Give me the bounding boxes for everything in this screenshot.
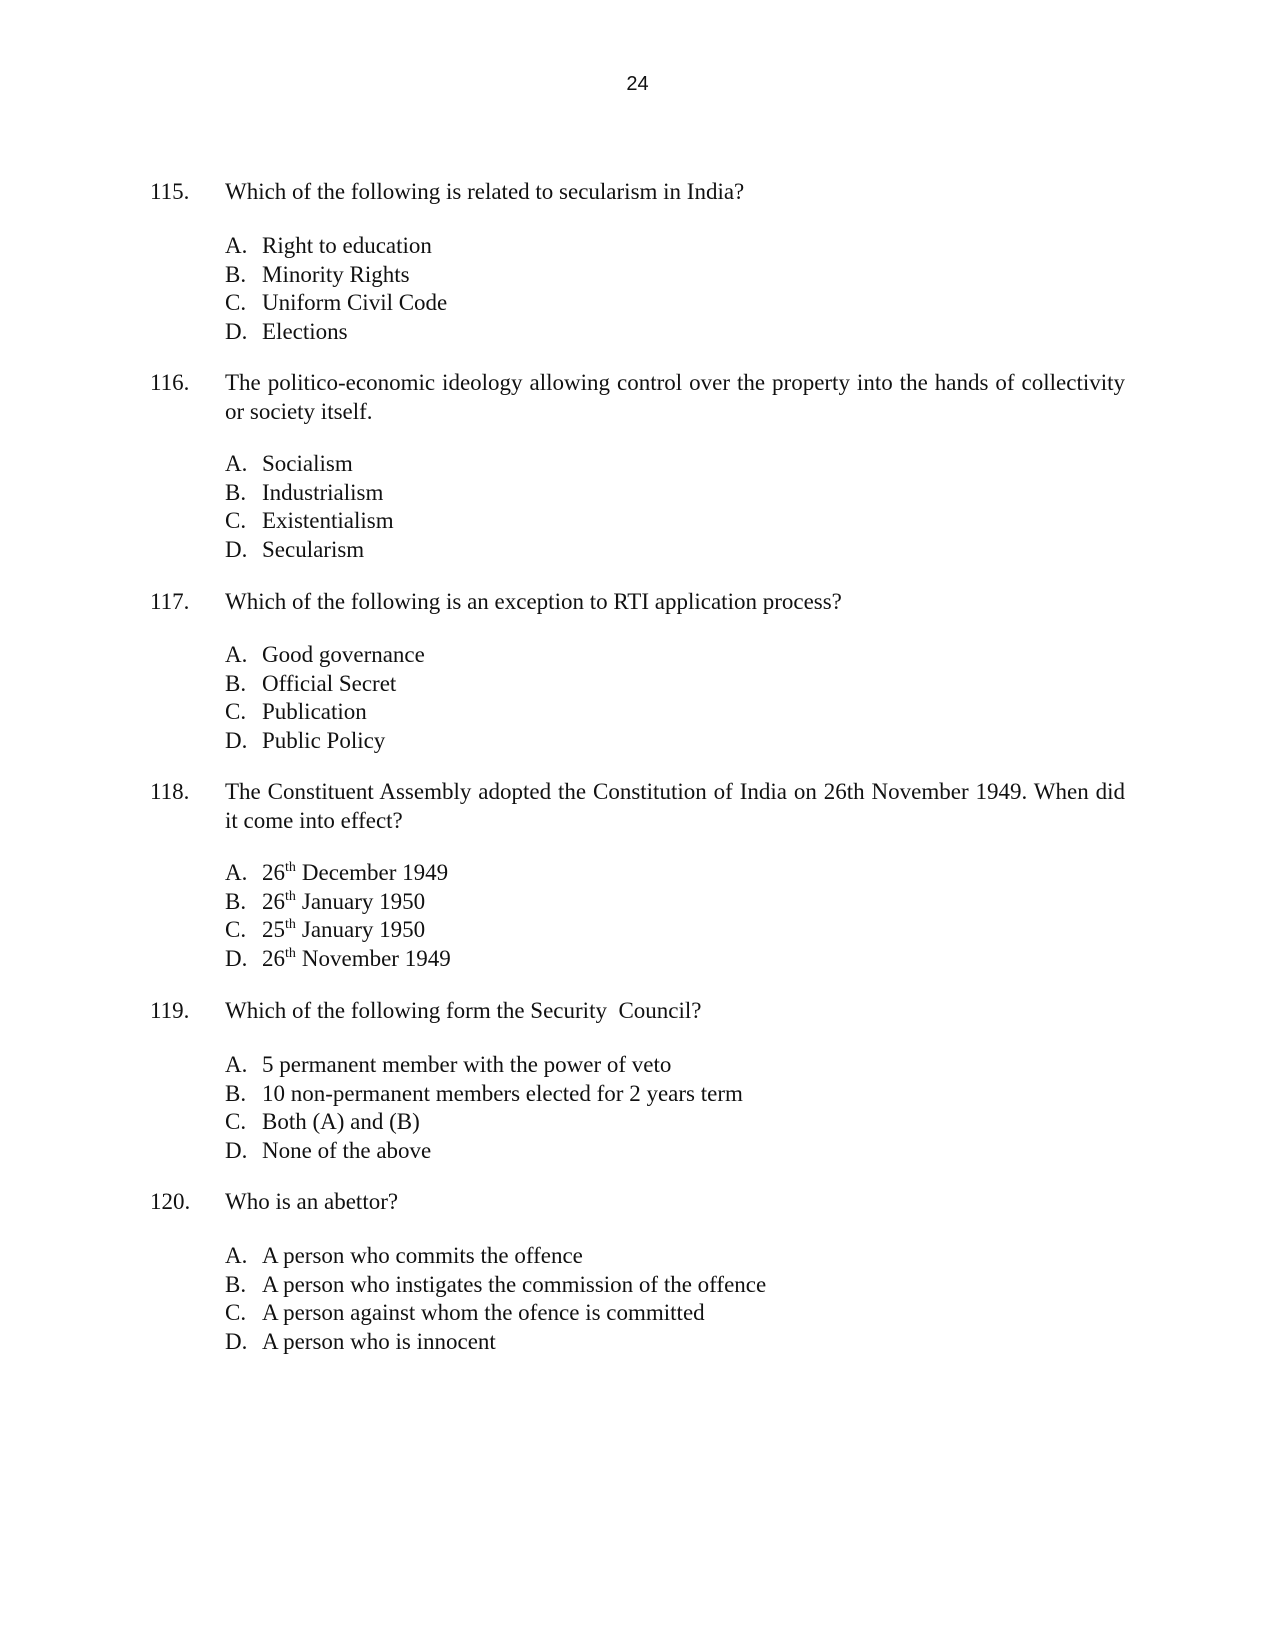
question-number: 119. [150,998,190,1023]
option-c [225,916,451,945]
question-number: 117. [150,589,190,614]
option-text: Official Secret [262,670,397,696]
option-letter: C. [225,917,247,942]
options-list [225,859,451,973]
option-text: January 1950 [301,917,426,942]
option-text: A person who is innocent [262,1328,496,1354]
option-letter: C. [225,508,247,533]
question-text: The Constituent Assembly adopted the Constitution of India on 26th November 1949. When did it come into effect? [225,779,1125,833]
option-letter: A. [225,1243,248,1268]
option-b [225,888,451,917]
option-letter: D. [225,536,248,562]
question-text: Which of the following is an exception to RTI application process? [225,589,842,614]
question-number: 118. [150,779,190,804]
option-a [225,232,447,261]
option-text: Secularism [262,536,365,562]
option-a [225,1242,766,1271]
option-letter: C. [225,699,247,724]
option-text: Elections [262,318,348,344]
option-text: Both (A) and (B) [262,1109,420,1134]
option-text: Industrialism [262,479,384,505]
option-letter: A. [225,233,248,258]
page-number: 24 [626,73,649,95]
option-a [225,859,451,888]
option-day: 26 [262,945,285,971]
option-text: 10 non-permanent members elected for 2 years term [262,1080,743,1106]
option-day: 26 [262,860,285,885]
option-b [225,479,394,508]
option-letter: A. [225,860,248,885]
option-text: Publication [262,699,367,724]
ordinal-suffix: th [285,888,296,904]
option-text: Minority Rights [262,261,410,287]
option-letter: B. [225,1271,247,1297]
option-text: December 1949 [301,860,449,885]
ordinal-suffix: th [285,917,296,932]
option-letter: B. [225,670,247,696]
option-c [225,1108,743,1137]
option-letter: D. [225,1328,248,1354]
option-b [225,670,425,699]
option-a [225,1051,743,1080]
option-text: Existentialism [262,508,394,533]
option-a [225,450,394,479]
option-c [225,698,425,727]
option-letter: C. [225,1109,247,1134]
option-day: 25 [262,917,285,942]
option-letter: C. [225,1300,247,1325]
options-list [225,450,394,564]
options-list [225,1242,766,1356]
option-text: Public Policy [262,727,386,753]
option-d [225,945,451,974]
option-text: A person who instigates the commission of the offence [262,1271,767,1297]
option-text: A person who commits the offence [262,1243,583,1268]
option-text: Good governance [262,642,425,667]
option-letter: B. [225,1080,247,1106]
option-letter: B. [225,888,247,914]
option-letter: A. [225,1052,248,1077]
option-text: Right to education [262,233,432,258]
option-d [225,1328,766,1357]
question-text: The politico-economic ideology allowing control over the property into the hands of collectivity or society itself. [225,370,1125,424]
option-text: November 1949 [301,945,451,971]
option-letter: B. [225,479,247,505]
option-d [225,536,394,565]
question-number: 116. [150,370,190,395]
option-text: January 1950 [301,888,426,914]
question-number: 120. [150,1189,191,1214]
options-list [225,1051,743,1165]
ordinal-suffix: th [285,860,296,875]
question-text: Which of the following form the Security Council? [225,998,702,1023]
option-letter: C. [225,290,247,315]
option-text: None of the above [262,1137,432,1163]
option-b [225,1271,766,1300]
option-c [225,507,394,536]
option-letter: A. [225,451,248,476]
question-text: Which of the following is related to secularism in India? [225,179,745,204]
option-d [225,318,447,347]
option-d [225,727,425,756]
option-text: 5 permanent member with the power of veto [262,1052,672,1077]
question-number: 115. [150,179,190,204]
options-list [225,232,447,346]
ordinal-suffix: th [285,945,296,961]
option-c [225,289,447,318]
option-d [225,1137,743,1166]
option-letter: D. [225,727,248,753]
option-letter: D. [225,1137,248,1163]
option-letter: B. [225,261,247,287]
option-day: 26 [262,888,285,914]
options-list [225,641,425,755]
option-c [225,1299,766,1328]
option-text: Uniform Civil Code [262,290,448,315]
option-letter: A. [225,642,248,667]
option-text: A person against whom the ofence is committed [262,1300,705,1325]
option-text: Socialism [262,451,353,476]
option-b [225,261,447,290]
option-letter: D. [225,945,248,971]
option-b [225,1080,743,1109]
question-text: Who is an abettor? [225,1189,399,1214]
option-a [225,641,425,670]
option-letter: D. [225,318,248,344]
